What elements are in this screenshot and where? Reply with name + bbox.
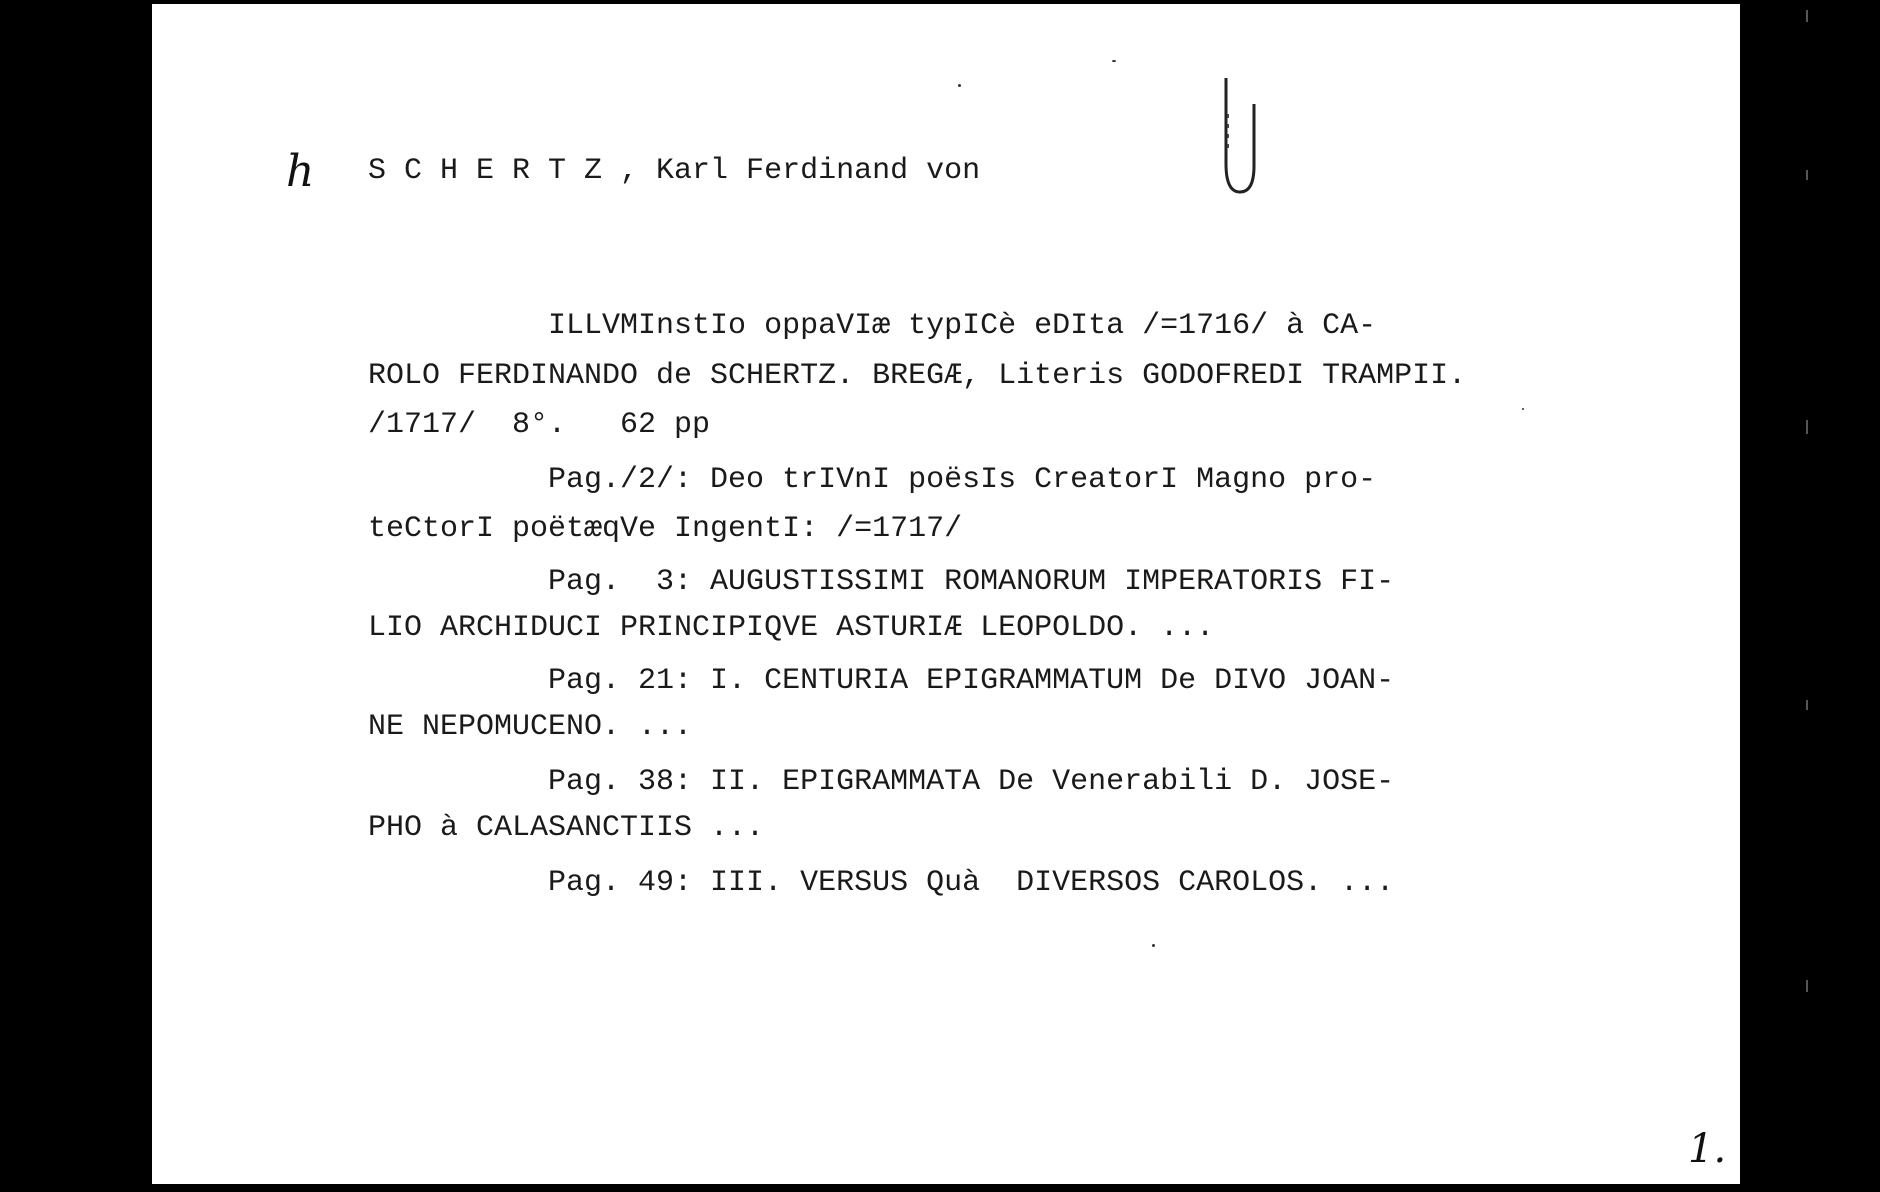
handwritten-mark: h — [286, 146, 315, 197]
paperclip-icon — [1216, 74, 1260, 200]
catalog-card — [152, 4, 1740, 1184]
scan-edge-mark — [1806, 10, 1808, 22]
body-line-9: NE NEPOMUCENO. ... — [368, 710, 693, 744]
scan-edge-mark — [1806, 170, 1808, 180]
body-line-7: LIO ARCHIDUCI PRINCIPIQVE ASTURIÆ LEOPOLDO. ... — [368, 611, 1215, 645]
body-line-3: /1717/ 8°. 62 pp — [368, 408, 711, 442]
body-line-12: Pag. 49: III. VERSUS Quà DIVERSOS CAROLOS. ... — [368, 866, 1395, 900]
scan-speck — [958, 84, 961, 87]
card-heading: S C H E R T Z , Karl Ferdinand von — [368, 154, 981, 188]
body-line-4: Pag./2/: Deo trIVnI poësIs CreatorI Magno pro- — [368, 463, 1377, 497]
body-line-5: teCtorI poëtæqVe IngentI: /=1717/ — [368, 512, 963, 546]
body-line-10: Pag. 38: II. EPIGRAMMATA De Venerabili D. JOSE- — [368, 765, 1395, 799]
body-line-8: Pag. 21: I. CENTURIA EPIGRAMMATUM De DIVO JOAN- — [368, 664, 1395, 698]
scan-speck — [1152, 944, 1155, 947]
body-line-11: PHO à CALASANCTIIS ... — [368, 811, 765, 845]
scan-edge-mark — [1806, 420, 1808, 434]
page-number: 1. — [1688, 1126, 1727, 1172]
scan-speck — [1522, 408, 1524, 410]
scan-edge-mark — [1806, 980, 1808, 992]
body-line-1: ILLVMInstIo oppaVIæ typICè eDIta /=1716/ à CA- — [368, 309, 1377, 343]
body-line-2: ROLO FERDINANDO de SCHERTZ. BREGÆ, Literis GODOFREDI TRAMPII. — [368, 359, 1467, 393]
scan-speck — [1112, 60, 1116, 62]
body-line-6: Pag. 3: AUGUSTISSIMI ROMANORUM IMPERATORIS FI- — [368, 565, 1395, 599]
scan-edge-mark — [1806, 700, 1808, 710]
